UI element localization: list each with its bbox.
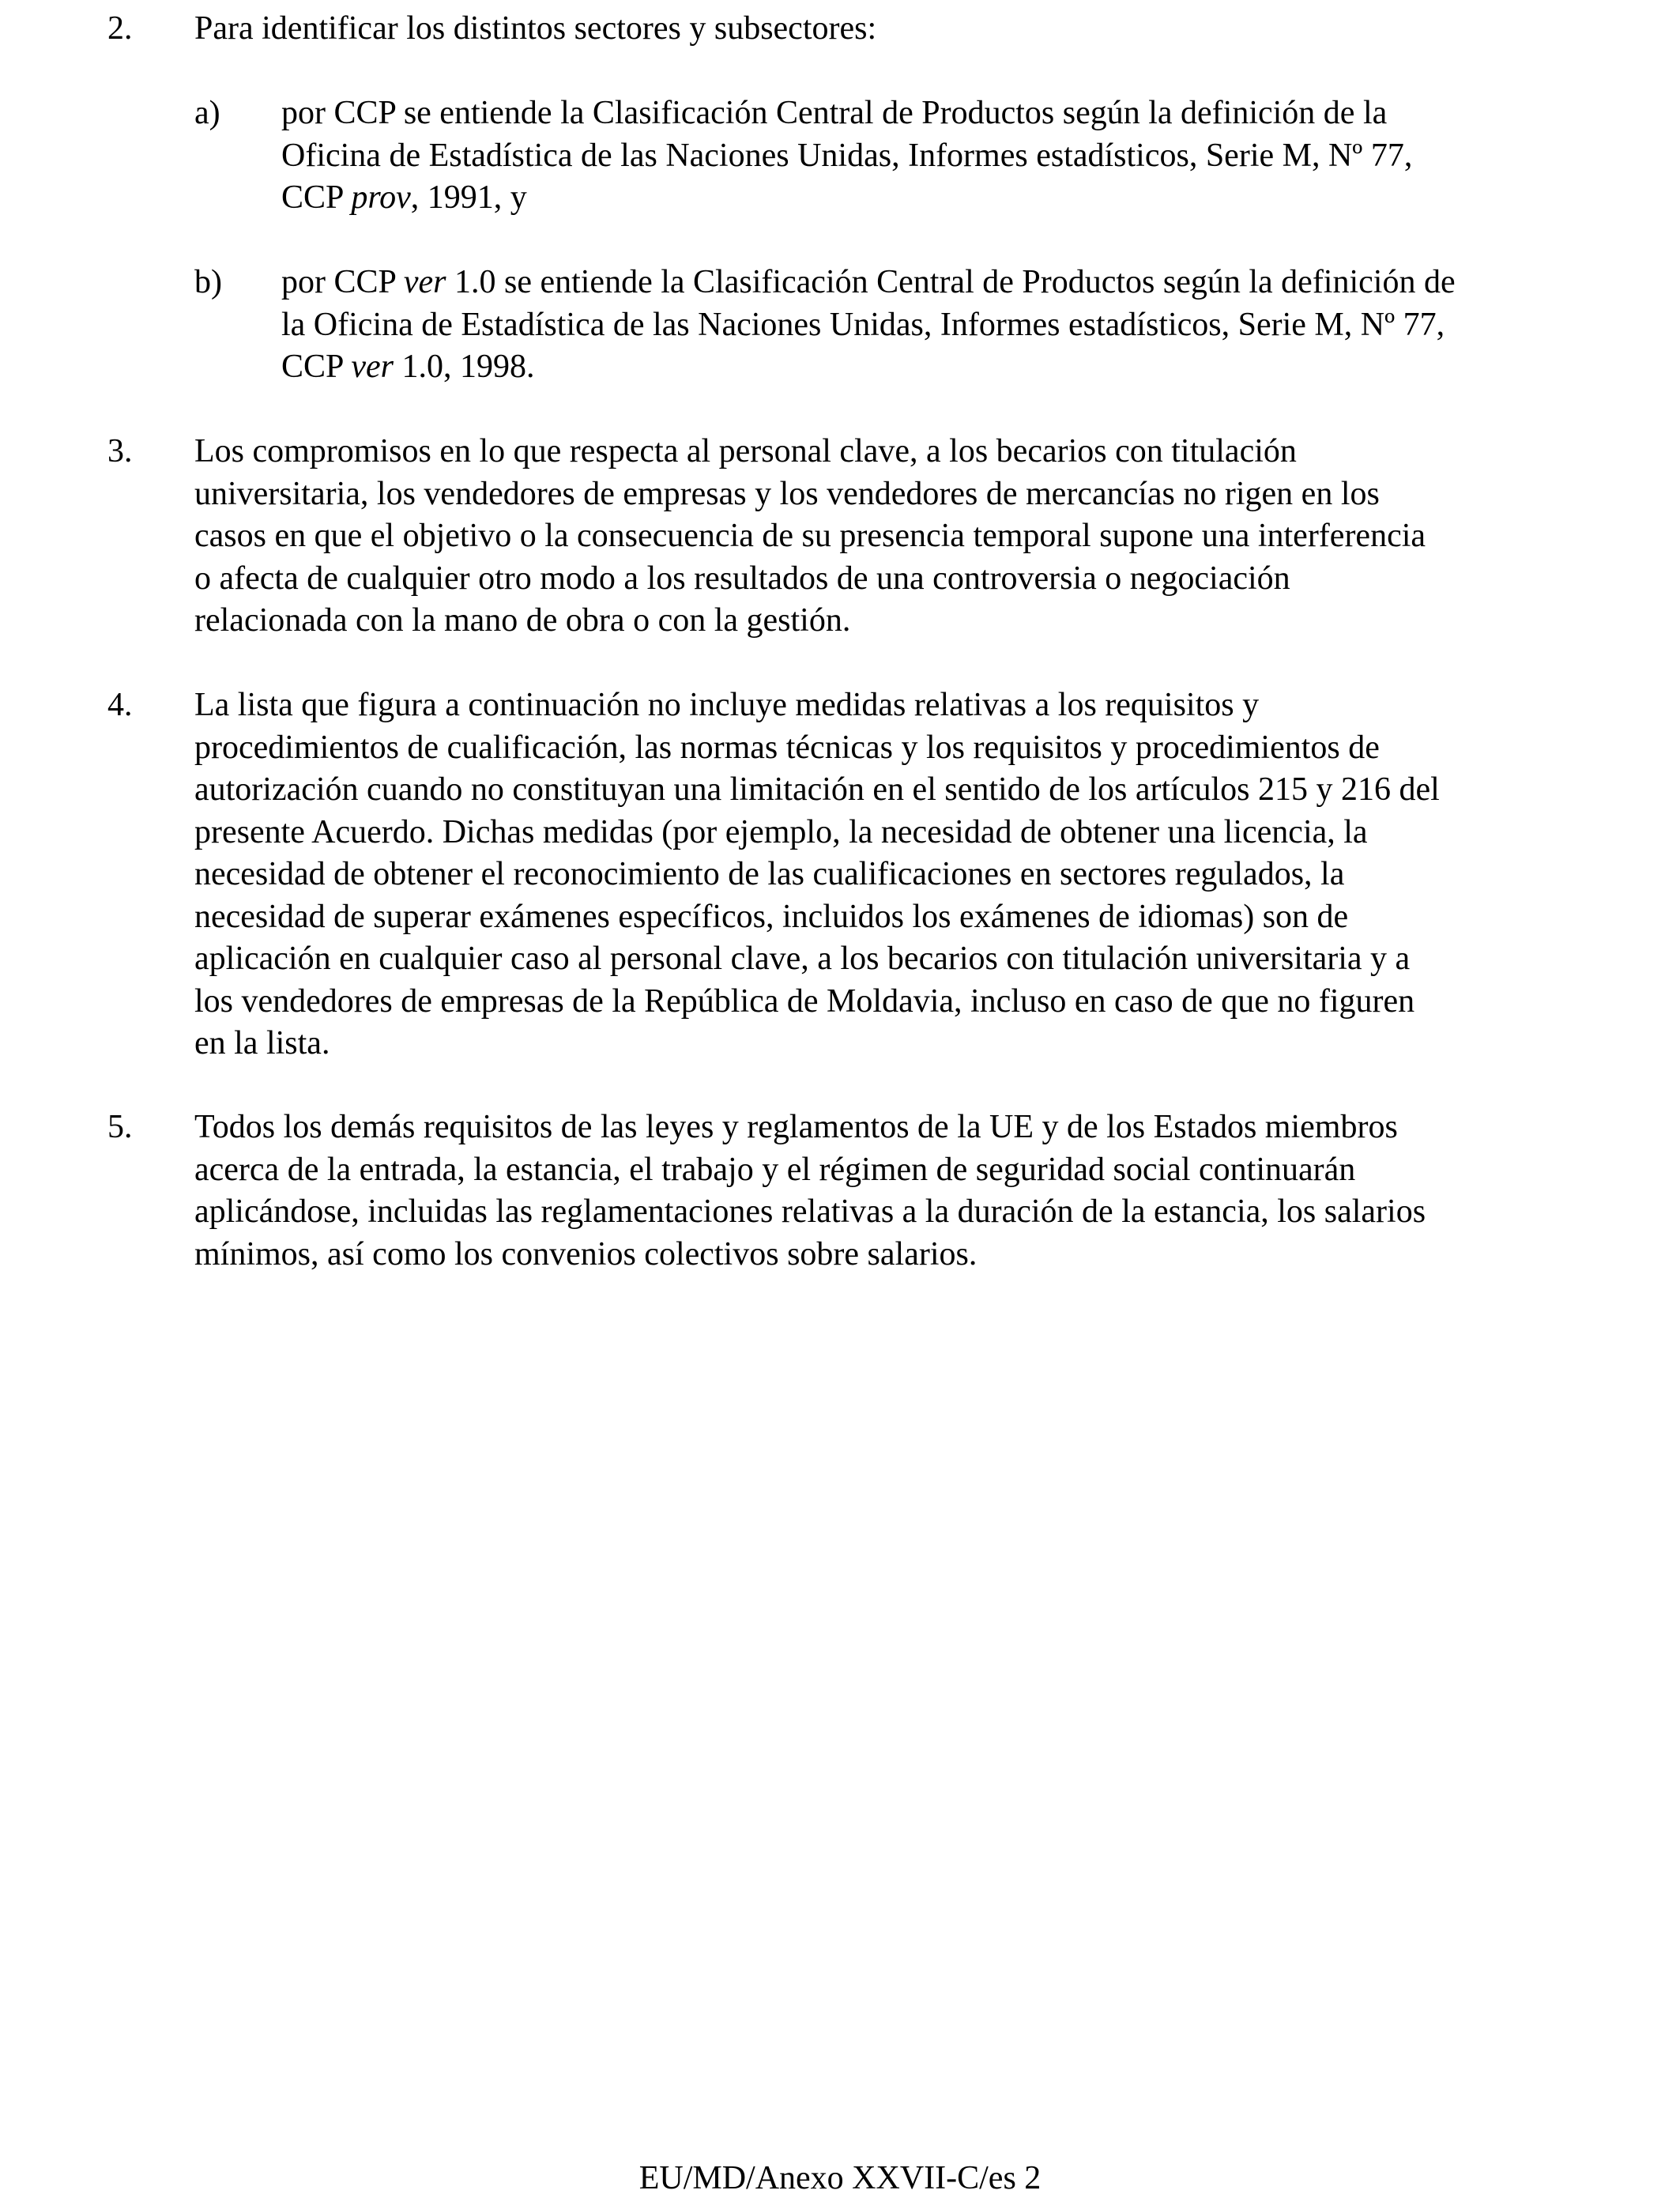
text-line: necesidad de superar exámenes específicos, incluidos los exámenes de idiomas) son de [194, 898, 1349, 935]
text-line [281, 346, 1593, 389]
text-line: por CCP se entiende la Clasificación Central de Productos según la definición de la [281, 95, 1388, 131]
text-run: por CCP [281, 264, 404, 300]
item-number: 2. [107, 10, 133, 47]
text-run: CCP [281, 349, 352, 385]
text-run: 1.0 se entiende la Clasificación Central de Productos según la definición de [446, 264, 1456, 300]
text-line: aplicándose, incluidas las reglamentaciones relativas a la duración de la estancia, los salarios [194, 1193, 1426, 1230]
text-line: Todos los demás requisitos de las leyes y reglamentos de la UE y de los Estados miembros [194, 1109, 1398, 1145]
text-line [281, 262, 1593, 304]
text-line: Los compromisos en lo que respecta al personal clave, a los becarios con titulación [194, 433, 1297, 469]
text-line: autorización cuando no constituyan una limitación en el sentido de los artículos 215 y 216 del [194, 771, 1440, 808]
text-line: o afecta de cualquier otro modo a los resultados de una controversia o negociación [194, 560, 1290, 597]
page-footer: EU/MD/Anexo XXVII-C/es 2 [638, 2160, 1042, 2196]
sub-item-text [281, 92, 1593, 220]
italic-term: prov [351, 179, 411, 216]
text-line: Para identificar los distintos sectores y subsectores: [194, 10, 877, 47]
item-number: 5. [107, 1109, 133, 1145]
text-line: presente Acuerdo. Dichas medidas (por ejemplo, la necesidad de obtener una licencia, la [194, 813, 1368, 850]
item-number: 4. [107, 687, 133, 723]
text-line: los vendedores de empresas de la República de Moldavia, incluso en caso de que no figuren [194, 982, 1415, 1020]
text-line: La lista que figura a continuación no incluye medidas relativas a los requisitos y [194, 687, 1260, 723]
item-text [194, 684, 1593, 1065]
item-text [194, 8, 1593, 51]
text-line: casos en que el objetivo o la consecuencia de su presencia temporal supone una interferencia [194, 518, 1426, 554]
text-line: necesidad de obtener el reconocimiento de las cualificaciones en sectores regulados, la [194, 856, 1345, 892]
text-run: CCP [281, 179, 352, 216]
text-line: acerca de la entrada, la estancia, el trabajo y el régimen de seguridad social continuarán [194, 1151, 1356, 1188]
text-line: universitaria, los vendedores de empresas y los vendedores de mercancías no rigen en los [194, 475, 1380, 512]
item-text [194, 431, 1593, 643]
item-text [194, 1107, 1593, 1276]
text-line: Oficina de Estadística de las Naciones Unidas, Informes estadísticos, Serie M, Nº 77, [281, 137, 1413, 174]
sub-item-label: a) [194, 95, 220, 131]
text-run: 1.0, 1998. [393, 349, 535, 385]
item-number: 3. [107, 433, 133, 469]
text-line: en la lista. [194, 1025, 330, 1061]
text-run: , 1991, y [410, 179, 527, 216]
sub-item-label: b) [194, 264, 222, 300]
italic-term: ver [351, 349, 394, 385]
text-line: aplicación en cualquier caso al personal clave, a los becarios con titulación universitaria y a [194, 941, 1411, 977]
text-line [281, 177, 1593, 220]
text-line: procedimientos de cualificación, las normas técnicas y los requisitos y procedimientos de [194, 729, 1380, 766]
text-line: relacionada con la mano de obra o con la gestión. [194, 602, 851, 639]
text-line: mínimos, así como los convenios colectivos sobre salarios. [194, 1235, 977, 1272]
sub-item-text [281, 262, 1593, 389]
italic-term: ver [403, 264, 446, 300]
text-line: la Oficina de Estadística de las Naciones Unidas, Informes estadísticos, Serie M, Nº 77, [281, 306, 1445, 343]
